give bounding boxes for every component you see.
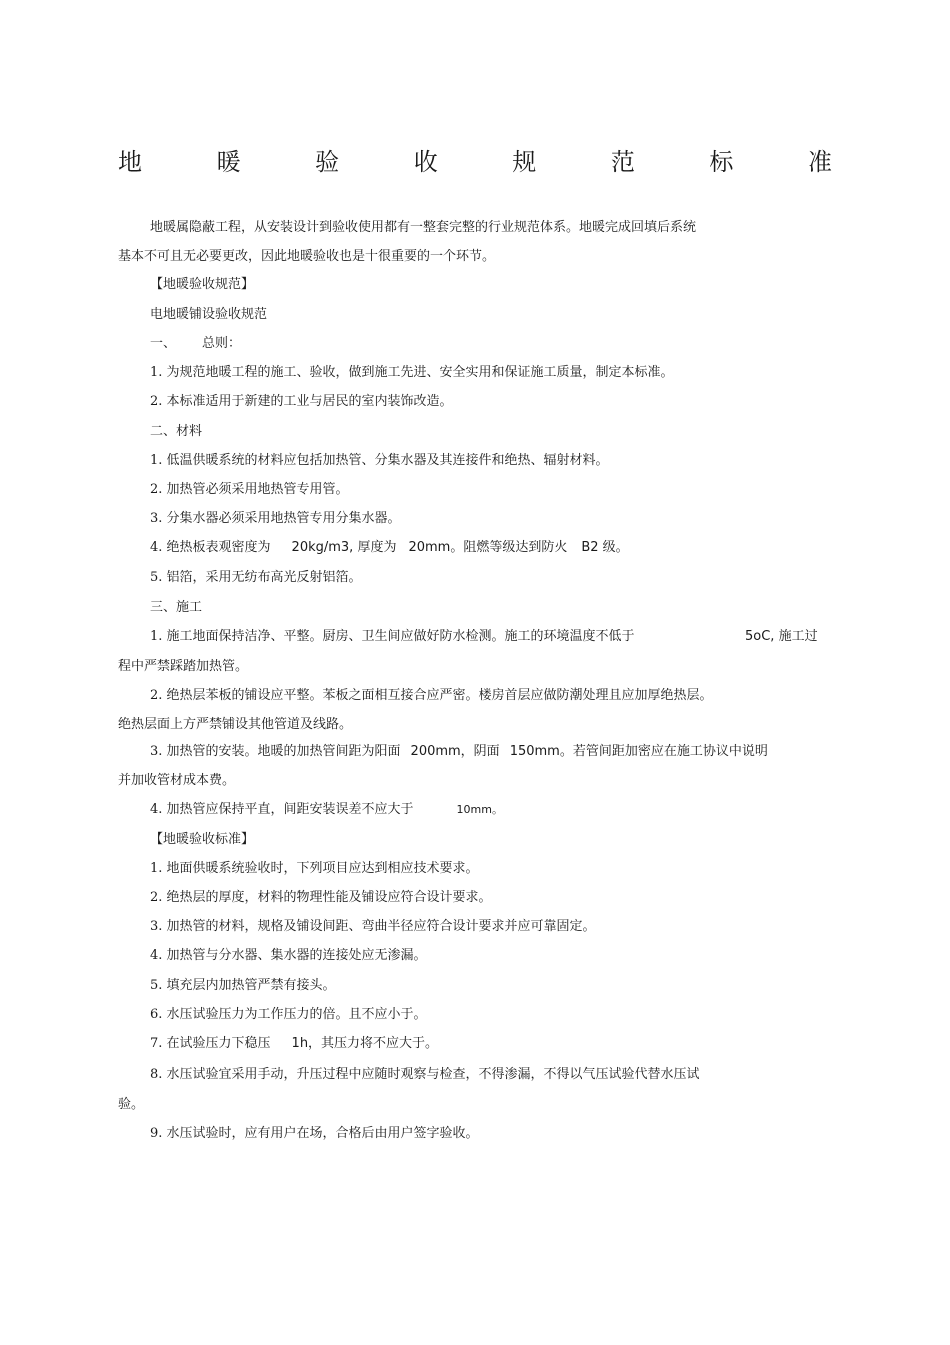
list-item-value: 20kg/m3, 厚度为 — [291, 540, 397, 555]
list-item: 6. 水压试验压力为工作压力的倍。且不应小于。 — [150, 1007, 427, 1022]
title-char: 地 — [118, 148, 142, 176]
construction-heading: 三、施工 — [150, 600, 203, 615]
list-item-continuation: 验。 — [118, 1097, 145, 1112]
list-item: 5. 铝箔，采用无纺布高光反射铝箔。 — [150, 570, 362, 585]
intro-paragraph-line: 地暖属隐蔽工程，从安装设计到验收使用都有一整套完整的行业规范体系。地暖完成回填后系统 — [150, 220, 697, 235]
title-char: 暖 — [216, 148, 241, 176]
list-item-continuation: 绝热层面上方严禁铺设其他管道及线路。 — [118, 717, 353, 732]
title-char: 规 — [512, 148, 537, 176]
title-char: 收 — [413, 148, 438, 176]
list-item-continuation: 程中严禁踩踏加热管。 — [118, 659, 249, 674]
list-item-text: 4. 加热管应保持平直，间距安装误差不应大于 — [150, 802, 414, 817]
title-char: 准 — [807, 148, 832, 176]
list-item: 3. 加热管的材料，规格及铺设间距、弯曲半径应符合设计要求并应可靠固定。 — [150, 919, 596, 934]
section-heading-spec: 【地暖验收规范】 — [150, 277, 255, 292]
list-item-text: 3. 加热管的安装。地暖的加热管间距为阳面 — [150, 744, 401, 759]
section-subheading: 电地暖铺设验收规范 — [150, 307, 268, 322]
list-item — [150, 801, 503, 819]
title-char: 范 — [610, 148, 635, 176]
list-item-value: 200mm，阴面 — [410, 744, 500, 759]
list-item-value: 10mm。 — [456, 803, 503, 816]
list-item-value: 150mm。若管间距加密应在施工协议中说明 — [509, 744, 768, 759]
list-item: 4. 加热管与分水器、集水器的连接处应无渗漏。 — [150, 948, 427, 963]
intro-paragraph-line: 基本不可且无必要更改，因此地暖验收也是十很重要的一个环节。 — [118, 249, 496, 264]
list-item: 2. 加热管必须采用地热管专用管。 — [150, 482, 349, 497]
list-item-value: B2 级。 — [581, 540, 629, 555]
list-item: 1. 为规范地暖工程的施工、验收，做到施工先进、安全实用和保证施工质量，制定本标准。 — [150, 365, 674, 380]
list-item: 1. 地面供暖系统验收时，下列项目应达到相应技术要求。 — [150, 861, 479, 876]
list-item: 9. 水压试验时，应有用户在场，合格后由用户签字验收。 — [150, 1126, 479, 1141]
list-item-continuation: 并加收管材成本费。 — [118, 773, 236, 788]
list-item — [150, 539, 629, 557]
list-item: 5. 填充层内加热管严禁有接头。 — [150, 978, 336, 993]
title-char: 验 — [315, 148, 340, 176]
document-title — [118, 146, 832, 178]
list-item: 1. 施工地面保持洁净、平整。厨房、卫生间应做好防水检测。施工的环境温度不低于 — [150, 629, 635, 644]
general-heading-number: 一、 — [150, 336, 177, 351]
list-item: 2. 本标准适用于新建的工业与居民的室内装饰改造。 — [150, 394, 453, 409]
list-item-text: 7. 在试验压力下稳压 — [150, 1036, 271, 1051]
list-item: 2. 绝热层的厚度，材料的物理性能及铺设应符合设计要求。 — [150, 890, 492, 905]
list-item: 3. 分集水器必须采用地热管专用分集水器。 — [150, 511, 401, 526]
materials-heading: 二、材料 — [150, 424, 203, 439]
list-item-value: 20mm。阻燃等级达到防火 — [408, 540, 568, 555]
general-heading — [150, 335, 241, 353]
list-item-text: 4. 绝热板表观密度为 — [150, 540, 271, 555]
list-item: 8. 水压试验宜采用手动，升压过程中应随时观察与检查，不得渗漏，不得以气压试验代替水压试 — [150, 1067, 700, 1082]
title-char: 标 — [709, 148, 734, 176]
section-heading-standard: 【地暖验收标准】 — [150, 832, 255, 847]
list-item — [150, 1035, 438, 1053]
list-item: 2. 绝热层苯板的铺设应平整。苯板之面相互接合应严密。楼房首层应做防潮处理且应加厚绝热层。 — [150, 688, 713, 703]
list-item: 1. 低温供暖系统的材料应包括加热管、分集水器及其连接件和绝热、辐射材料。 — [150, 453, 609, 468]
list-item — [150, 743, 768, 761]
list-item-value: 1h，其压力将不应大于。 — [291, 1036, 439, 1051]
general-heading-label: 总则： — [202, 336, 242, 351]
list-item-value: 5oC, 施工过 — [745, 629, 818, 644]
